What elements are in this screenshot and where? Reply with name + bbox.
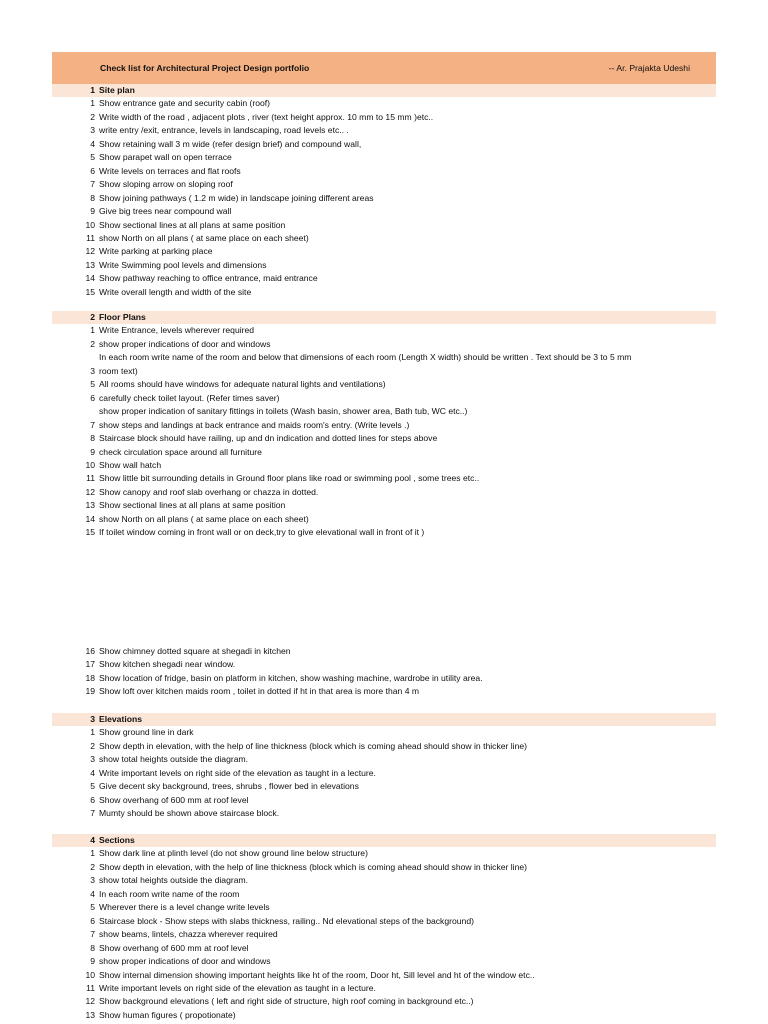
checklist-item (0, 259, 768, 272)
checklist-item (0, 97, 768, 110)
checklist-item (0, 955, 768, 968)
item-number: 16 (85, 646, 95, 656)
item-number: 2 (90, 861, 95, 872)
item-text: check circulation space around all furniture (99, 446, 262, 457)
item-number: 9 (90, 956, 95, 967)
item-text: Show ground line in dark (99, 727, 194, 738)
section-header (0, 834, 768, 847)
checklist-item (0, 245, 768, 258)
item-text: Show wall hatch (99, 459, 162, 470)
checklist-item (0, 901, 768, 914)
item-text: Show dark line at plinth level (do not show ground line below structure) (99, 848, 368, 859)
item-text: Write width of the road , adjacent plots , river (text height approx. 10 mm to 15 mm )etc.. (99, 111, 434, 122)
section-number: 2 (90, 312, 95, 322)
section-title: Elevations (99, 714, 142, 724)
item-number: 11 (86, 473, 95, 484)
item-text: Show little bit surrounding details in Ground floor plans like road or swimming pool , some trees etc.. (99, 473, 480, 484)
item-text: Show sloping arrow on sloping roof (99, 179, 233, 190)
section-title: Floor Plans (99, 312, 146, 322)
checklist-item (0, 726, 768, 739)
checklist-item (0, 405, 768, 418)
item-text: Wherever there is a level change write levels (99, 902, 270, 913)
item-text: show total heights outside the diagram. (99, 754, 249, 765)
item-number: 12 (85, 996, 95, 1007)
item-number: 1 (90, 848, 95, 859)
item-text: Show human figures ( propotionate) (99, 1009, 236, 1020)
checklist-item (0, 807, 768, 820)
checklist-item (0, 472, 768, 485)
item-number: 4 (90, 888, 95, 899)
checklist-item (0, 432, 768, 445)
checklist-item (0, 740, 768, 753)
checklist-item (0, 942, 768, 955)
checklist-item (0, 459, 768, 472)
item-number: 2 (90, 740, 95, 751)
section-number: 1 (90, 85, 95, 95)
checklist-item (0, 753, 768, 766)
item-number: 6 (90, 915, 95, 926)
checklist-item (0, 685, 768, 698)
checklist-item (0, 499, 768, 512)
item-text: show proper indications of door and windows (99, 338, 271, 349)
item-text: Write overall length and width of the site (99, 286, 252, 297)
item-number: 14 (85, 513, 95, 524)
item-text: In each room write name of the room (99, 888, 240, 899)
checklist-item (0, 861, 768, 874)
item-number: 7 (90, 929, 95, 940)
item-number: 10 (85, 969, 95, 980)
item-number: 6 (90, 794, 95, 805)
item-text: Show sectional lines at all plans at same position (99, 500, 286, 511)
item-number: 5 (90, 379, 95, 390)
author-name: -- Ar. Prajakta Udeshi (608, 63, 690, 73)
item-number: 2 (90, 111, 95, 122)
checklist-item (0, 378, 768, 391)
item-text: Show depth in elevation, with the help of line thickness (block which is coming ahead should show in thicker line) (99, 861, 528, 872)
item-text: carefully check toilet layout. (Refer times saver) (99, 392, 280, 403)
page-title: Check list for Architectural Project Design portfolio (100, 63, 310, 73)
section-number: 3 (90, 714, 95, 724)
item-number: 7 (90, 419, 95, 430)
item-text: show beams, lintels, chazza wherever required (99, 929, 278, 940)
checklist-item (0, 780, 768, 793)
item-number: 13 (85, 500, 95, 511)
item-text: show proper indication of sanitary fittings in toilets (Wash basin, shower area, Bath tub, WC etc..) (99, 406, 468, 417)
checklist-item (0, 324, 768, 337)
item-number: 13 (85, 259, 95, 270)
item-number: 8 (90, 433, 95, 444)
item-text: Show canopy and roof slab overhang or chazza in dotted. (99, 486, 319, 497)
item-number: 6 (90, 165, 95, 176)
item-number: 5 (90, 902, 95, 913)
checklist-item (0, 995, 768, 1008)
item-number: 13 (85, 1009, 95, 1020)
item-text: Staircase block should have railing, up and dn indication and dotted lines for steps above (99, 433, 438, 444)
checklist-item (0, 982, 768, 995)
item-text: show proper indications of door and windows (99, 956, 271, 967)
checklist-item (0, 672, 768, 685)
item-text: If toilet window coming in front wall or on deck,try to give elevational wall in front of it ) (99, 527, 425, 538)
checklist-item (0, 767, 768, 780)
item-text: show North on all plans ( at same place on each sheet) (99, 513, 309, 524)
item-text: Show kitchen shegadi near window. (99, 659, 236, 670)
checklist-item (0, 446, 768, 459)
checklist-item (0, 165, 768, 178)
item-text: Write parking at parking place (99, 246, 213, 257)
item-number: 1 (90, 727, 95, 738)
item-text: show total heights outside the diagram. (99, 875, 249, 886)
item-number: 3 (90, 754, 95, 765)
item-number: 5 (90, 152, 95, 163)
checklist-item (0, 365, 768, 378)
checklist-item (0, 928, 768, 941)
item-number: 11 (86, 232, 95, 243)
checklist-item (0, 392, 768, 405)
item-number: 8 (90, 192, 95, 203)
checklist-item (0, 351, 768, 364)
item-number: 1 (90, 98, 95, 109)
item-number: 3 (90, 125, 95, 136)
checklist-item (0, 513, 768, 526)
item-number: 19 (85, 686, 95, 697)
item-text: Show location of fridge, basin on platform in kitchen, show washing machine, wardrobe in utility area. (99, 672, 483, 683)
checklist-item (0, 138, 768, 151)
section-title: Site plan (99, 85, 135, 95)
checklist-item (0, 658, 768, 671)
item-text: All rooms should have windows for adequate natural lights and ventilations) (99, 379, 386, 390)
item-number: 15 (85, 286, 95, 297)
checklist-item (0, 111, 768, 124)
item-text: room text) (99, 365, 138, 376)
item-text: Show joining pathways ( 1.2 m wide) in landscape joining different areas (99, 192, 374, 203)
item-number: 7 (90, 808, 95, 819)
item-number: 14 (85, 273, 95, 284)
checklist-item (0, 232, 768, 245)
checklist-item (0, 486, 768, 499)
checklist-item (0, 419, 768, 432)
item-number: 12 (85, 246, 95, 257)
item-text: Staircase block - Show steps with slabs thickness, railing.. Nd elevational steps of the background) (99, 915, 474, 926)
item-text: Give big trees near compound wall (99, 206, 232, 217)
item-number: 17 (85, 659, 95, 670)
item-text: Show sectional lines at all plans at same position (99, 219, 286, 230)
checklist-item (0, 205, 768, 218)
item-number: 7 (90, 179, 95, 190)
item-number: 18 (85, 672, 95, 683)
item-number: 3 (90, 365, 95, 376)
checklist-item (0, 178, 768, 191)
checklist-item (0, 794, 768, 807)
checklist-item (0, 286, 768, 299)
checklist-item (0, 526, 768, 539)
checklist-item (0, 1009, 768, 1022)
item-text: Write important levels on right side of the elevation as taught in a lecture. (99, 982, 376, 993)
item-text: show steps and landings at back entrance and maids room's entry. (Write levels .) (99, 419, 410, 430)
item-text: Show chimney dotted square at shegadi in kitchen (99, 646, 291, 656)
checklist-item (0, 847, 768, 860)
page-header (52, 52, 716, 84)
item-number: 9 (90, 206, 95, 217)
checklist-item (0, 969, 768, 982)
section-header (0, 713, 768, 726)
item-text: Give decent sky background, trees, shrubs , flower bed in elevations (99, 781, 359, 792)
item-number: 6 (90, 392, 95, 403)
item-text: Write levels on terraces and flat roofs (99, 165, 241, 176)
section-header (0, 84, 768, 97)
item-number: 8 (90, 942, 95, 953)
section-number: 4 (90, 835, 95, 845)
item-number: 1 (90, 325, 95, 336)
item-number: 9 (90, 446, 95, 457)
item-number: 10 (85, 219, 95, 230)
item-number: 2 (90, 338, 95, 349)
item-number: 4 (90, 767, 95, 778)
item-number: 4 (90, 138, 95, 149)
item-text: Show loft over kitchen maids room , toilet in dotted if ht in that area is more than 4 m (99, 686, 420, 697)
item-number: 15 (85, 527, 95, 538)
item-text: Show entrance gate and security cabin (roof) (99, 98, 271, 109)
item-text: Write Swimming pool levels and dimensions (99, 259, 267, 270)
item-text: Show overhang of 600 mm at roof level (99, 942, 249, 953)
item-text: Show overhang of 600 mm at roof level (99, 794, 249, 805)
item-number: 10 (85, 459, 95, 470)
item-text: Show depth in elevation, with the help of line thickness (block which is coming ahead should show in thicker line) (99, 740, 528, 751)
item-number: 5 (90, 781, 95, 792)
checklist-item (0, 192, 768, 205)
item-text: Write Entrance, levels wherever required (99, 325, 255, 336)
checklist-item (0, 888, 768, 901)
section-header (0, 311, 768, 324)
checklist-item (0, 645, 768, 658)
checklist-item (0, 338, 768, 351)
checklist-item (0, 219, 768, 232)
checklist-item (0, 124, 768, 137)
item-text: In each room write name of the room and below that dimensions of each room (Length X width) should be written . Text should be 3 to 5 mm (99, 352, 632, 363)
section-title: Sections (99, 835, 135, 845)
checklist-item (0, 915, 768, 928)
item-text: Write important levels on right side of the elevation as taught in a lecture. (99, 767, 376, 778)
checklist-item (0, 272, 768, 285)
item-text: Show pathway reaching to office entrance, maid entrance (99, 273, 318, 284)
item-text: show North on all plans ( at same place on each sheet) (99, 232, 309, 243)
checklist-item (0, 151, 768, 164)
checklist-item (0, 874, 768, 887)
item-text: write entry /exit, entrance, levels in landscaping, road levels etc.. . (99, 125, 349, 136)
item-text: Show parapet wall on open terrace (99, 152, 232, 163)
item-text: Mumty should be shown above staircase block. (99, 808, 280, 819)
item-text: Show internal dimension showing important heights like ht of the room, Door ht, Sill level and ht of the window etc.. (99, 969, 535, 980)
item-number: 12 (85, 486, 95, 497)
item-number: 3 (90, 875, 95, 886)
item-number: 11 (86, 982, 95, 993)
item-text: Show background elevations ( left and right side of structure, high roof coming in background etc..) (99, 996, 474, 1007)
item-text: Show retaining wall 3 m wide (refer design brief) and compound wall, (99, 138, 362, 149)
